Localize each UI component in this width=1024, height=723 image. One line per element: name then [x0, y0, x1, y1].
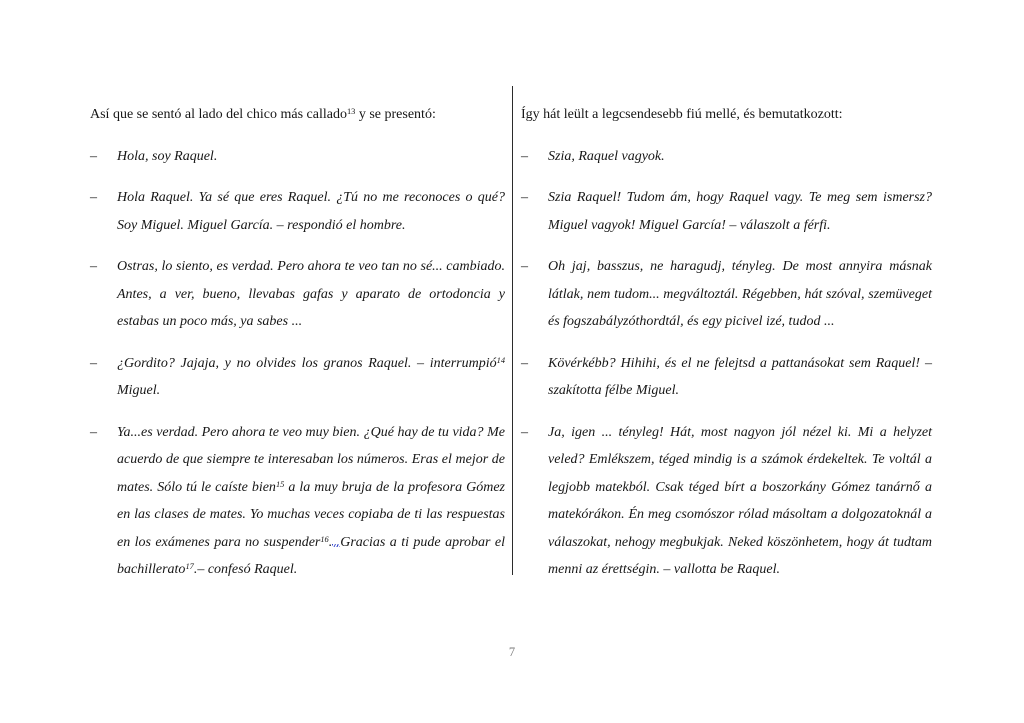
dialogue-paragraph	[521, 419, 932, 584]
dialogue-dash: –	[90, 355, 97, 371]
text-run: Miguel.	[117, 383, 161, 398]
dialogue-paragraph	[90, 350, 505, 405]
text-run: .	[328, 534, 333, 550]
dialogue-paragraph	[90, 253, 505, 336]
dialogue-paragraph	[521, 143, 932, 171]
dialogue-dash: –	[90, 148, 97, 164]
footnote-reference: 17	[185, 562, 194, 572]
text-run: Szia, Raquel vagyok.	[548, 148, 665, 164]
column-divider-line	[512, 86, 513, 575]
text-run: Szia Raquel! Tudom ám, hogy Raquel vagy. Te meg sem ismersz? Miguel vagyok! Miguel García! – válaszolt a férfi.	[548, 190, 932, 233]
text-run: Hola, soy Raquel.	[117, 148, 218, 164]
text-run: Ya...es verdad. Pero ahora te veo muy bien. ¿Qué hay de tu vida? Me acuerdo de que siempre te interesaban los números. Eras el mejor de mates. Sólo tú le caíste bien	[117, 424, 505, 495]
text-columns	[90, 101, 932, 598]
dialogue-dash: –	[90, 259, 97, 274]
text-run: Ostras, lo siento, es verdad. Pero ahora te veo tan no sé... cambiado. Antes, a ver, bueno, llevabas gafas y aparato de ortodoncia y estabas un poco más, ya sabes ...	[117, 259, 505, 329]
page-number: 7	[508, 645, 516, 659]
text-run: Gracias a ti pude aprobar el bachillerato	[117, 534, 505, 577]
text-run: Hola Raquel. Ya sé que eres Raquel. ¿Tú no me reconoces o qué? Soy Miguel. Miguel García. – respondió el hombre.	[117, 190, 505, 233]
text-run: Ja, igen ... tényleg! Hát, most nagyon jól nézel ki. Mi a helyzet veled? Emlékszem, téged mindig is a számok érdekeltek. Te voltál a legjobb matekból. Csak téged bírt a boszorkány Gómez tanárnő a matekórákon. Én meg csomószor rólad másoltam a dolgozatoknál a válaszokat, nehogy megbukjak. Neked köszönhetem, hogy át tudtam menni az érettségin. – vallotta be Raquel.	[548, 424, 932, 577]
footnote-reference: 15	[275, 479, 285, 489]
dialogue-paragraph	[521, 350, 932, 405]
spanish-text-column	[90, 101, 505, 598]
dialogue-dash: –	[521, 259, 528, 274]
narration-paragraph	[521, 101, 932, 129]
hungarian-text-column	[521, 101, 932, 598]
dialogue-dash: –	[521, 148, 528, 164]
dialogue-dash: –	[521, 424, 528, 440]
dialogue-paragraph	[521, 253, 932, 336]
dialogue-paragraph	[90, 184, 505, 239]
dialogue-paragraph	[521, 184, 932, 239]
footnote-reference: 13	[346, 107, 356, 117]
footnote-reference: 16	[320, 534, 329, 544]
dialogue-dash: –	[90, 424, 97, 440]
text-run: a la muy bruja de la profesora Gómez en las clases de mates. Yo muchas veces copiaba de ti las respuestas en los exámenes para no suspender	[117, 479, 505, 550]
dialogue-paragraph	[90, 419, 505, 584]
text-run: Kövérkébb? Hihihi, és el ne felejtsd a pattanásokat sem Raquel! – szakította félbe Miguel.	[548, 355, 932, 398]
text-run: Oh jaj, basszus, ne haragudj, tényleg. De most annyira másnak látlak, nem tudom... megváltoztál. Régebben, hát szóval, szemüveget és fogszabályzóthordtál, és egy picivel izé, tudod ...	[548, 259, 932, 329]
spellcheck-squiggle	[332, 534, 340, 548]
dialogue-dash: –	[521, 355, 528, 371]
text-run: Így hát leült a legcsendesebb fiú mellé, és bemutatkozott:	[521, 107, 843, 122]
dialogue-dash: –	[521, 190, 528, 205]
text-run: ¿Gordito? Jajaja, y no olvides los granos Raquel. – interrumpió	[117, 355, 497, 371]
text-run: .– confesó Raquel.	[193, 562, 298, 577]
text-run: Así que se sentó al lado del chico más callado	[90, 107, 347, 122]
narration-paragraph	[90, 101, 505, 129]
text-run: y se presentó:	[355, 107, 436, 122]
dialogue-dash: –	[90, 190, 97, 205]
dialogue-paragraph	[90, 143, 505, 171]
footnote-reference: 14	[496, 355, 505, 365]
